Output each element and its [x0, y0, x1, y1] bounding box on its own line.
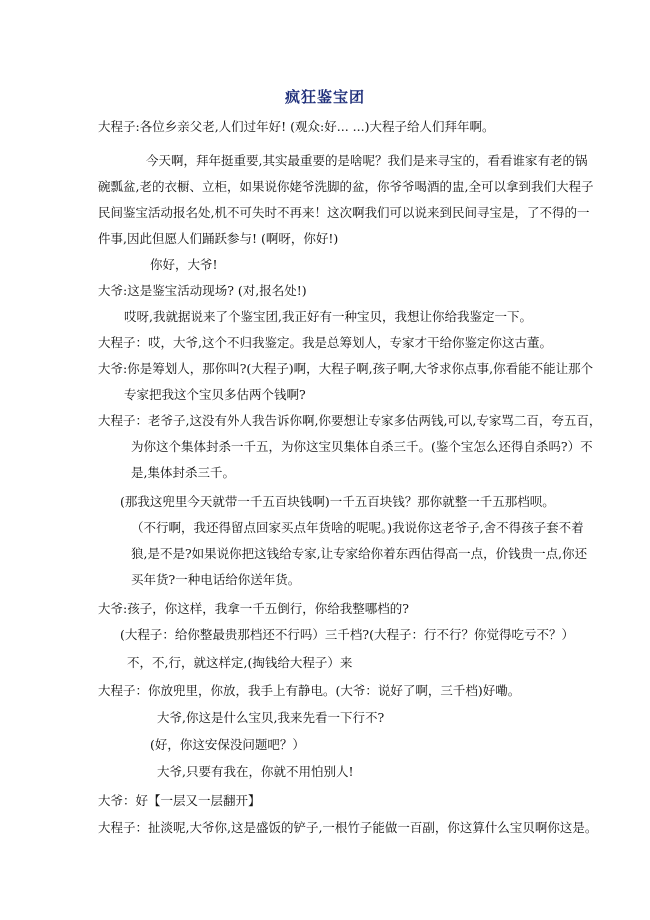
text-line: (好，你这安保没问题吧？）	[150, 737, 305, 752]
text-line: 碗瓢盆,老的衣橱、立柜，如果说你姥爷洗脚的盆，你爷爷喝酒的盅,全可以拿到我们大程子	[98, 179, 594, 194]
text-line: 大爷,你这是什么宝贝,我来先看一下行不?	[157, 710, 385, 725]
text-line: 今天啊，拜年挺重要,其实最重要的是啥呢？我们是来寻宝的，看看谁家有老的锅	[146, 153, 588, 168]
text-line: 大爷,只要有我在，你就不用怕别人!	[157, 764, 354, 779]
text-line: 民间鉴宝活动报名处,机不可失时不再来！这次啊我们可以说来到民间寻宝是，了不得的一	[98, 205, 590, 220]
text-line: 为你这个集体封杀一千五，为你这宝贝集体自杀三千。(鉴个宝怎么还得自杀吗?）不	[131, 439, 593, 454]
text-line: 大程子:各位乡亲父老,人们过年好! (观众:好... ...)大程子给人们拜年啊。	[98, 119, 495, 134]
text-line: 你好，大爷!	[150, 257, 218, 272]
text-line: 大程子：扯淡呢,大爷你,这是盛饭的铲子,一根竹子能做一百副，你这算什么宝贝啊你这是。	[98, 820, 598, 835]
text-line: 大程子：哎，大爷,这个不归我鉴定。我是总筹划人，专家才干给你鉴定你这古董。	[98, 335, 552, 350]
text-line: 专家把我这个宝贝多估两个钱啊?	[124, 387, 306, 402]
text-line: （不行啊，我还得留点回家买点年货啥的呢呢。)我说你这老爷子,舍不得孩子套不着	[131, 520, 584, 535]
text-line: (那我这兜里今天就带一千五百块钱啊)一千五百块钱？那你就整一千五那档呗。	[120, 494, 555, 509]
text-line: 买年货?一种电话给你送年货。	[131, 572, 301, 587]
text-line: 大程子：老爷子,这没有外人我告诉你啊,你要想让专家多估两钱,可以,专家骂二百，夸五百，	[98, 413, 602, 428]
text-line: 狼,是不是?如果说你把这钱给专家,让专家给你着东西估得高一点，价钱贵一点,你还	[131, 546, 588, 561]
text-line: 大爷:孩子，你这样，我拿一千五倒行，你给我整哪档的?	[98, 601, 409, 616]
text-line: 是,集体封杀三千。	[131, 465, 235, 480]
text-line: 哎呀,我就据说来了个鉴宝团,我正好有一种宝贝，我想让你给我鉴定一下。	[124, 309, 532, 324]
text-line: 大爷：好【一层又一层翻开】	[98, 793, 261, 808]
text-line: 大爷:你是筹划人，那你叫?(大程子)啊，大程子啊,孩子啊,大爷求你点事,你看能不能让那个	[98, 361, 594, 376]
document-title: 疯狂鉴宝团	[284, 88, 365, 106]
text-line: 大程子：你放兜里，你放，我手上有静电。(大爷：说好了啊，三千档)好嘞。	[98, 683, 521, 698]
text-line: 大爷:这是鉴宝活动现场? (对,报名处!)	[98, 283, 307, 298]
text-line: 不，不,行，就这样定,(掏钱给大程子）来	[127, 655, 353, 670]
text-line: 件事,因此但愿人们踊跃参与! (啊呀，你好!)	[98, 231, 339, 246]
text-line: (大程子：给你整最贵那档还不行吗）三千档?(大程子：行不行？你觉得吃亏不？）	[120, 627, 574, 642]
